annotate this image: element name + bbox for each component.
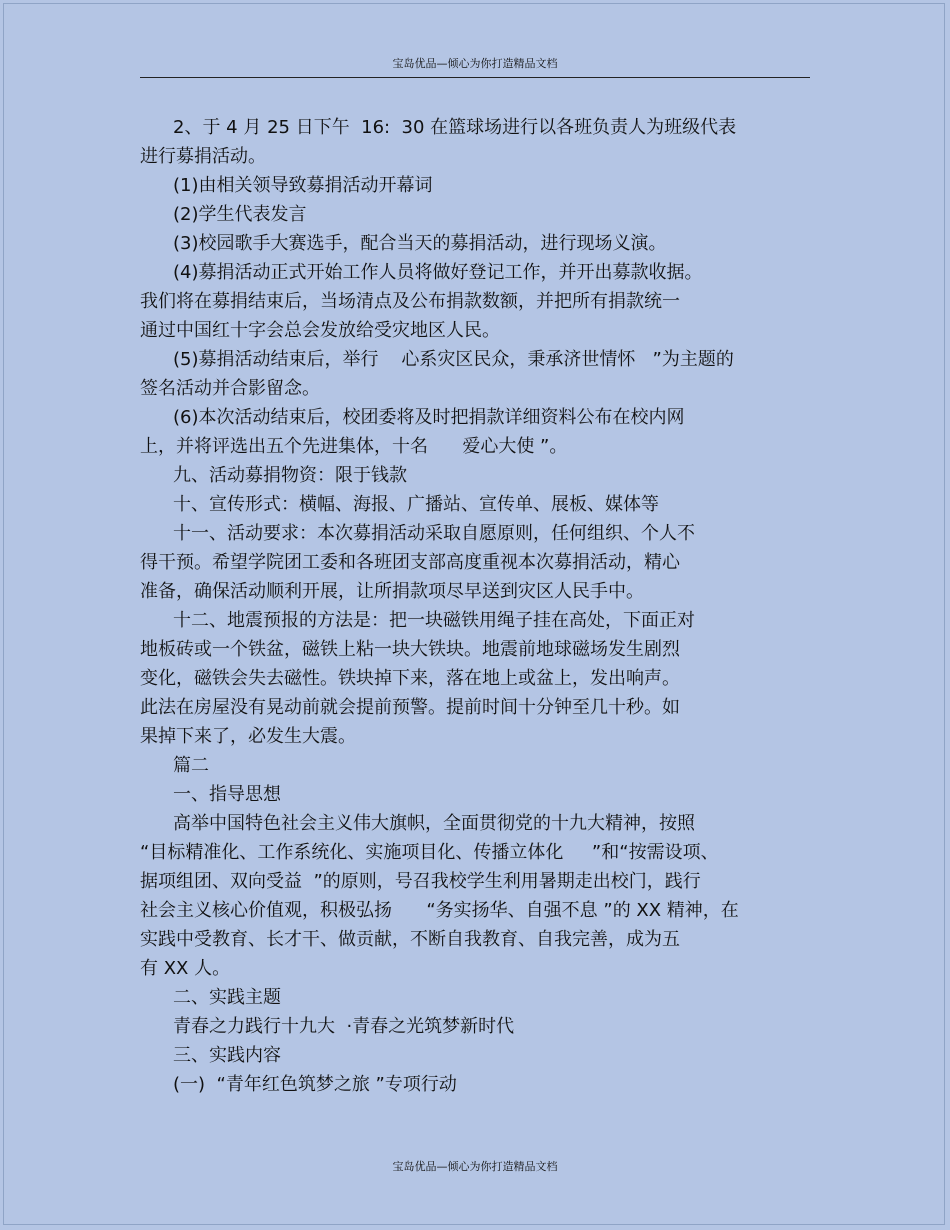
- text-line: (2)学生代表发言: [173, 204, 307, 225]
- text-line: 一、指导思想: [173, 784, 281, 805]
- text-line: 有 XX 人。: [140, 958, 231, 979]
- text-line: (4)募捐活动正式开始工作人员将做好登记工作，并开出募款收据。: [173, 262, 703, 283]
- text-line: 果掉下来了，必发生大震。: [140, 726, 356, 747]
- text-line: 地板砖或一个铁盆，磁铁上粘一块大铁块。地震前地球磁场发生剧烈: [140, 639, 680, 660]
- text-line: 变化，磁铁会失去磁性。铁块掉下来，落在地上或盆上，发出响声。: [140, 668, 680, 689]
- document-body: [140, 113, 820, 1099]
- text-line: “目标精准化、工作系统化、实施项目化、传播立体化 ”和“按需设项、: [140, 842, 719, 863]
- text-line: 上，并将评选出五个先进集体，十名 爱心大使 ”。: [140, 436, 568, 457]
- text-line: 进行募捐活动。: [140, 146, 266, 167]
- text-line: 社会主义核心价值观，积极弘扬 “务实扬华、自强不息 ”的 XX 精神，在: [140, 900, 739, 921]
- text-line: (6)本次活动结束后，校团委将及时把捐款详细资料公布在校内网: [173, 407, 685, 428]
- page-footer: 宝岛优品—倾心为你打造精品文档: [392, 1160, 558, 1173]
- text-line: 青春之力践行十九大 ·青春之光筑梦新时代: [173, 1016, 515, 1037]
- text-line: 二、实践主题: [173, 987, 281, 1008]
- text-line: (1)由相关领导致募捐活动开幕词: [173, 175, 433, 196]
- text-line: 得干预。希望学院团工委和各班团支部高度重视本次募捐活动，精心: [140, 552, 680, 573]
- text-line: 准备，确保活动顺利开展，让所捐款项尽早送到灾区人民手中。: [140, 581, 644, 602]
- text-line: 据项组团、双向受益 ”的原则，号召我校学生利用暑期走出校门，践行: [140, 871, 701, 892]
- header-divider: [140, 77, 810, 78]
- text-line: 九、活动募捐物资：限于钱款: [173, 465, 407, 486]
- text-line: 此法在房屋没有晃动前就会提前预警。提前时间十分钟至几十秒。如: [140, 697, 680, 718]
- text-line: 实践中受教育、长才干、做贡献，不断自我教育、自我完善，成为五: [140, 929, 680, 950]
- page-header: 宝岛优品—倾心为你打造精品文档: [392, 57, 558, 70]
- text-line: 篇二: [173, 755, 209, 776]
- text-line: 十、宣传形式：横幅、海报、广播站、宣传单、展板、媒体等: [173, 494, 659, 515]
- text-line: (5)募捐活动结束后，举行 心系灾区民众，秉承济世情怀 ”为主题的: [173, 349, 734, 370]
- text-line: 十二、地震预报的方法是：把一块磁铁用绳子挂在高处，下面正对: [173, 610, 695, 631]
- text-line: (3)校园歌手大赛选手，配合当天的募捐活动，进行现场义演。: [173, 233, 667, 254]
- text-line: 高举中国特色社会主义伟大旗帜，全面贯彻党的十九大精神，按照: [173, 813, 695, 834]
- text-line: 2、于 4 月 25 日下午 16: 30 在篮球场进行以各班负责人为班级代表: [173, 117, 737, 138]
- text-line: 通过中国红十字会总会发放给受灾地区人民。: [140, 320, 500, 341]
- text-line: 十一、活动要求：本次募捐活动采取自愿原则，任何组织、个人不: [173, 523, 695, 544]
- text-line: 三、实践内容: [173, 1045, 281, 1066]
- text-line: 我们将在募捐结束后，当场清点及公布捐款数额，并把所有捐款统一: [140, 291, 680, 312]
- text-line: 签名活动并合影留念。: [140, 378, 320, 399]
- text-line: (一) “青年红色筑梦之旅 ”专项行动: [173, 1074, 457, 1095]
